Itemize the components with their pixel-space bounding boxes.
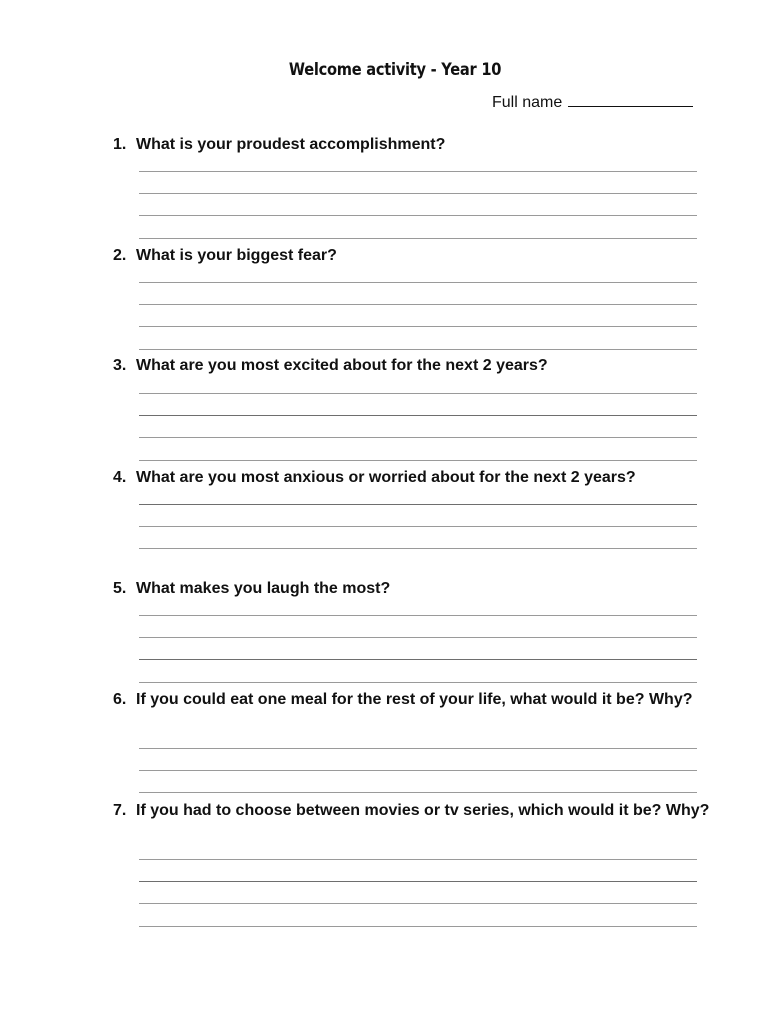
answer-line[interactable] bbox=[139, 282, 697, 283]
answer-line[interactable] bbox=[139, 215, 697, 216]
answer-line[interactable] bbox=[139, 859, 697, 860]
question-number: 4. bbox=[113, 469, 127, 486]
question-3 bbox=[113, 355, 713, 377]
answer-line[interactable] bbox=[139, 504, 697, 505]
answer-line[interactable] bbox=[139, 903, 697, 904]
answer-line[interactable] bbox=[139, 460, 697, 461]
question-6 bbox=[113, 689, 713, 711]
worksheet-title: Welcome activity - Year 10 bbox=[288, 60, 502, 80]
question-number: 5. bbox=[113, 580, 127, 597]
question-number: 1. bbox=[113, 136, 127, 153]
question-text: What makes you laugh the most? bbox=[136, 580, 391, 597]
question-text: If you had to choose between movies or tv series, which would it be? Why? bbox=[136, 802, 710, 819]
full-name-field[interactable] bbox=[492, 92, 693, 112]
question-1 bbox=[113, 134, 713, 156]
answer-line[interactable] bbox=[139, 682, 697, 683]
answer-line[interactable] bbox=[139, 926, 697, 927]
question-text: What are you most excited about for the next 2 years? bbox=[136, 357, 548, 374]
answer-line[interactable] bbox=[139, 437, 697, 438]
question-text: If you could eat one meal for the rest of your life, what would it be? Why? bbox=[136, 691, 693, 708]
answer-line[interactable] bbox=[139, 615, 697, 616]
question-number: 6. bbox=[113, 691, 127, 708]
question-number: 2. bbox=[113, 247, 127, 264]
full-name-label: Full name bbox=[492, 94, 563, 111]
answer-line[interactable] bbox=[139, 238, 697, 239]
question-text: What are you most anxious or worried about for the next 2 years? bbox=[136, 469, 636, 486]
answer-line[interactable] bbox=[139, 748, 697, 749]
answer-line[interactable] bbox=[139, 304, 697, 305]
question-number: 7. bbox=[113, 802, 127, 819]
answer-line[interactable] bbox=[139, 526, 697, 527]
question-4 bbox=[113, 467, 713, 489]
question-5 bbox=[113, 578, 713, 600]
answer-line[interactable] bbox=[139, 881, 697, 882]
answer-line[interactable] bbox=[139, 171, 697, 172]
answer-line[interactable] bbox=[139, 193, 697, 194]
answer-line[interactable] bbox=[139, 770, 697, 771]
answer-line[interactable] bbox=[139, 415, 697, 416]
answer-line[interactable] bbox=[139, 349, 697, 350]
question-7 bbox=[113, 800, 713, 822]
answer-line[interactable] bbox=[139, 548, 697, 549]
answer-line[interactable] bbox=[139, 637, 697, 638]
question-2 bbox=[113, 245, 713, 267]
answer-line[interactable] bbox=[139, 393, 697, 394]
answer-line[interactable] bbox=[139, 326, 697, 327]
question-text: What is your proudest accomplishment? bbox=[136, 136, 446, 153]
answer-line[interactable] bbox=[139, 659, 697, 660]
answer-line[interactable] bbox=[139, 792, 697, 793]
question-number: 3. bbox=[113, 357, 127, 374]
question-text: What is your biggest fear? bbox=[136, 247, 337, 264]
full-name-underline[interactable] bbox=[568, 92, 693, 107]
